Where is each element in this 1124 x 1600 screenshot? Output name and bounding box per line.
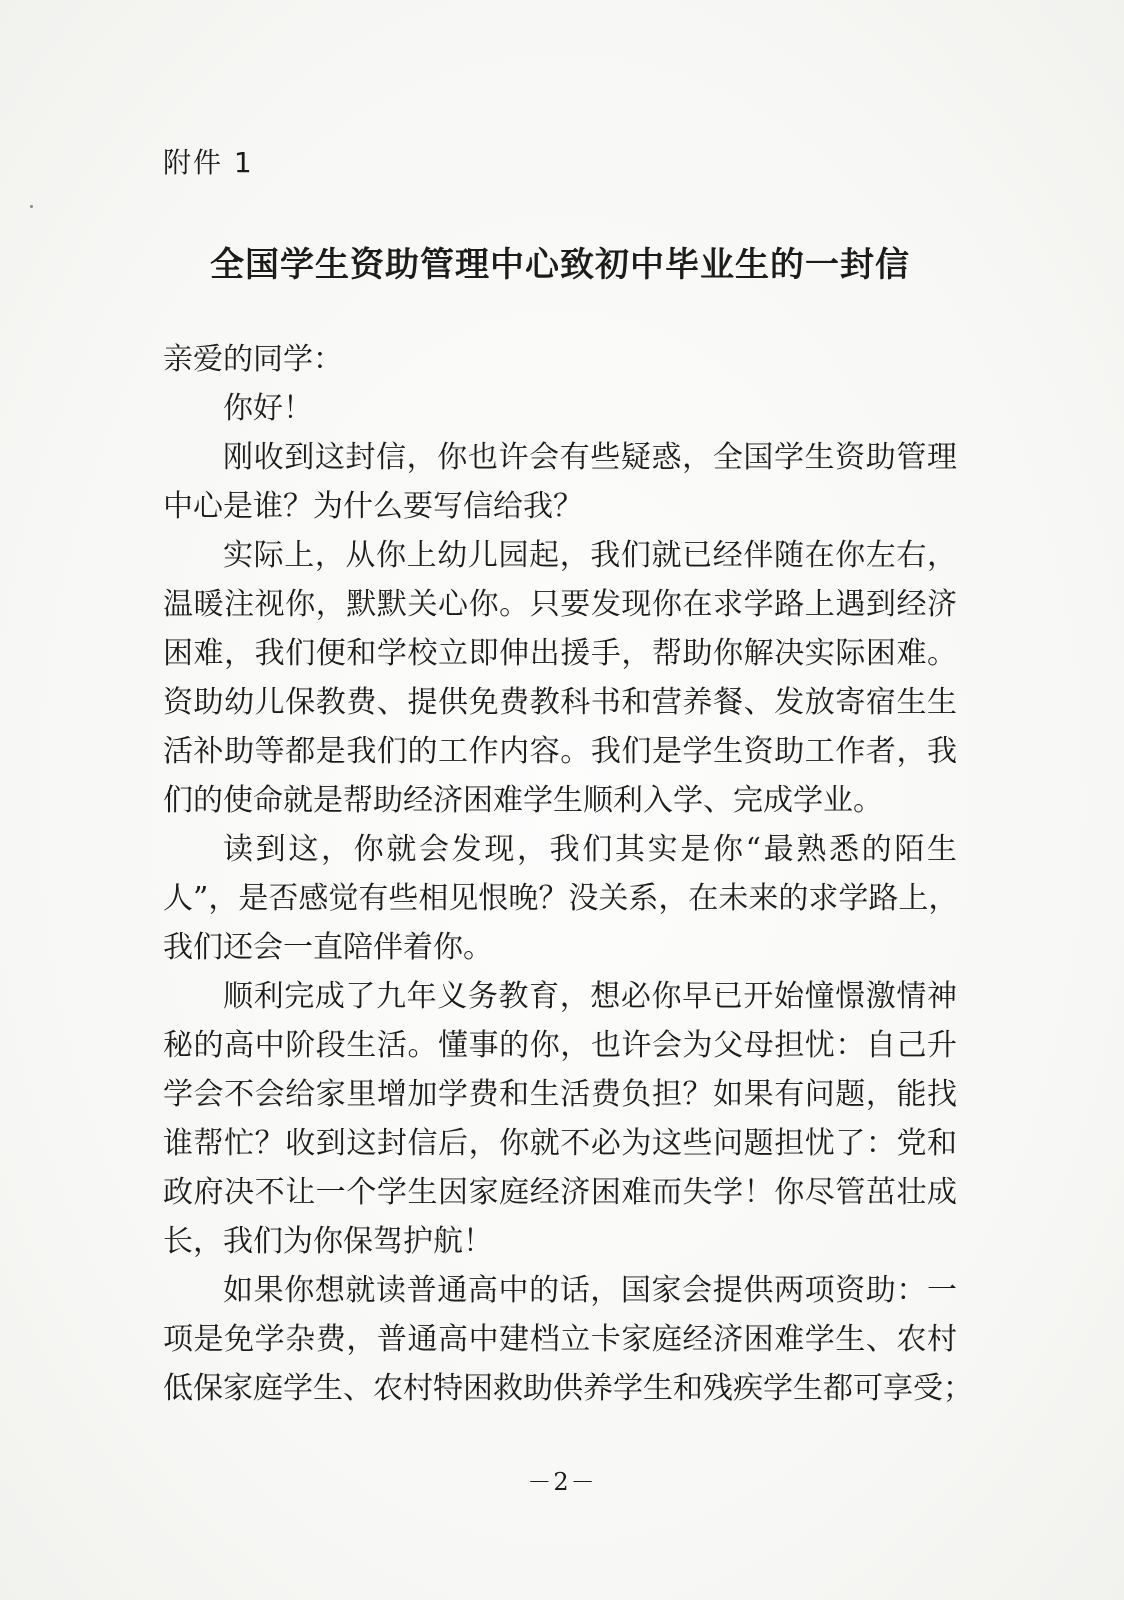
- letter-line: 秘的高中阶段生活。懂事的你，也许会为父母担忧：自己升: [163, 1028, 957, 1063]
- letter-line: 政府决不让一个学生因家庭经济困难而失学！你尽管茁壮成: [163, 1175, 957, 1210]
- salutation: 亲爱的同学：: [163, 342, 343, 377]
- letter-line: 如果你想就读普通高中的话，国家会提供两项资助：一: [223, 1273, 957, 1308]
- letter-line: 长，我们为你保驾护航！: [163, 1224, 493, 1259]
- letter-line: 项是免学杂费，普通高中建档立卡家庭经济困难学生、农村: [163, 1322, 957, 1357]
- page-number: －2－: [527, 1468, 597, 1496]
- letter-line: 读到这，你就会发现，我们其实是你“最熟悉的陌生: [223, 832, 957, 867]
- letter-line: 刚收到这封信，你也许会有些疑惑，全国学生资助管理: [223, 440, 957, 475]
- letter-line: 我们还会一直陪伴着你。: [163, 930, 493, 965]
- letter-line: 顺利完成了九年义务教育，想必你早已开始憧憬激情神: [223, 979, 957, 1014]
- letter-line: 中心是谁？为什么要写信给我？: [163, 489, 583, 524]
- letter-line: 谁帮忙？收到这封信后，你就不必为这些问题担忧了：党和: [163, 1126, 957, 1161]
- letter-body: [163, 335, 973, 1413]
- letter-line: 们的使命就是帮助经济困难学生顺利入学、完成学业。: [163, 783, 883, 818]
- letter-line: 学会不会给家里增加学费和生活费负担？如果有问题，能找: [163, 1077, 957, 1112]
- letter-paragraphs: [163, 433, 973, 1413]
- greeting: 你好！: [223, 391, 313, 426]
- letter-line: 实际上，从你上幼儿园起，我们就已经伴随在你左右，: [223, 538, 957, 573]
- letter-line: 低保家庭学生、农村特困救助供养学生和残疾学生都可享受；: [163, 1371, 973, 1406]
- letter-line: 人”，是否感觉有些相见恨晚？没关系，在未来的求学路上，: [163, 881, 959, 916]
- attachment-label: 附件 1: [163, 146, 254, 179]
- letter-title: 全国学生资助管理中心致初中毕业生的一封信: [210, 245, 910, 285]
- letter-line: 资助幼儿保教费、提供免费教科书和营养餐、发放寄宿生生: [163, 685, 957, 720]
- letter-line: 活补助等都是我们的工作内容。我们是学生资助工作者，我: [163, 734, 957, 769]
- letter-line: 困难，我们便和学校立即伸出援手，帮助你解决实际困难。: [163, 636, 957, 671]
- scan-speck: [30, 205, 33, 208]
- letter-line: 温暖注视你，默默关心你。只要发现你在求学路上遇到经济: [163, 587, 957, 622]
